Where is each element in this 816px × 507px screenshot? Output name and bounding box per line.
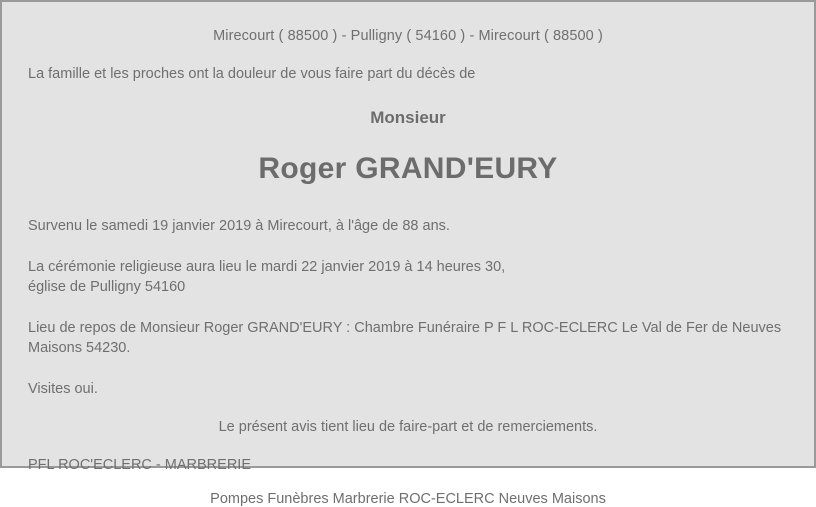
deceased-name: Roger GRAND'EURY bbox=[258, 152, 558, 185]
resting-place-details: Lieu de repos de Monsieur Roger GRAND'EURY : Chambre Funéraire P F L ROC-ECLERC Le Val de Fer de Neuves Maisons 54230. bbox=[28, 319, 782, 357]
funeral-company-name: PFL ROC'ECLERC - MARBRERIE bbox=[28, 457, 251, 474]
funeral-company-full-name: Pompes Funèbres Marbrerie ROC-ECLERC Neuves Maisons bbox=[210, 491, 606, 507]
intro-text: La famille et les proches ont la douleur de vous faire part du décès de bbox=[28, 66, 476, 82]
visits-info: Visites oui. bbox=[28, 380, 98, 397]
locations-line: Mirecourt ( 88500 ) - Pulligny ( 54160 ) - Mirecourt ( 88500 ) bbox=[213, 28, 603, 44]
death-details: Survenu le samedi 19 janvier 2019 à Mirecourt, à l'âge de 88 ans. bbox=[28, 218, 450, 234]
notice-statement: Le présent avis tient lieu de faire-part et de remerciements. bbox=[218, 419, 598, 436]
ceremony-line-1: La cérémonie religieuse aura lieu le mardi 22 janvier 2019 à 14 heures 30, bbox=[28, 258, 506, 275]
ceremony-details bbox=[28, 257, 788, 298]
ceremony-line-2: église de Pulligny 54160 bbox=[28, 279, 186, 296]
honorific-title: Monsieur bbox=[370, 108, 446, 127]
